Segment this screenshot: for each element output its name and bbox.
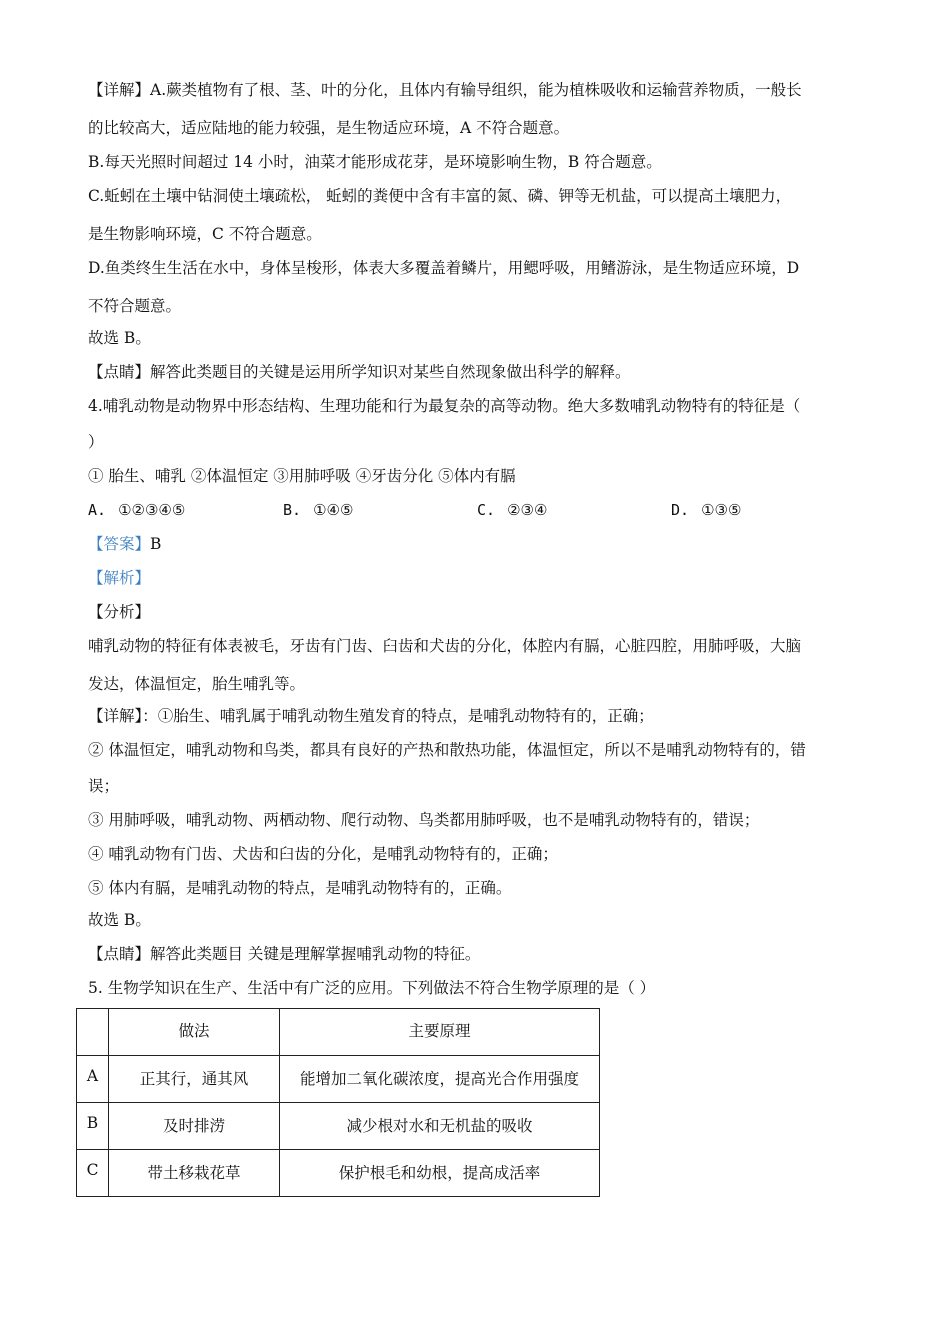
text-line: ④ 哺乳动物有门齿、犬齿和臼齿的分化，是哺乳动物特有的，正确； [88, 845, 558, 863]
text-line: 【详解】A.蕨类植物有了根、茎、叶的分化，且体内有输导组织，能为植株吸收和运输营养物质，一般长 [88, 81, 802, 99]
text-line: 哺乳动物的特征有体表被毛，牙齿有门齿、臼齿和犬齿的分化，体腔内有膈，心脏四腔，用肺呼吸，大脑 [88, 637, 802, 655]
answer-line [88, 534, 161, 554]
option-label: A. [88, 501, 107, 519]
text-line: 4.哺乳动物是动物界中形态结构、生理功能和行为最复杂的高等动物。绝大多数哺乳动物特有的特征是（ [88, 397, 801, 415]
text-line: 发达，体温恒定，胎生哺乳等。 [88, 675, 306, 693]
table-header-cell: 做法 [109, 1009, 280, 1056]
option-b [283, 500, 353, 520]
table-row [77, 1103, 600, 1150]
text-line: B.每天光照时间超过 14 小时，油菜才能形成花芽，是环境影响生物，B 符合题意。 [88, 153, 662, 171]
option-text: ②③④ [507, 501, 548, 519]
text-line: 故选 B。 [88, 329, 151, 347]
text-line: 【详解】：①胎生、哺乳属于哺乳动物生殖发育的特点，是哺乳动物特有的，正确； [88, 707, 654, 725]
table-cell: C [77, 1150, 109, 1197]
text-line: 故选 B。 [88, 911, 151, 929]
table-cell: B [77, 1103, 109, 1150]
answer-tag: 【答案】 [88, 535, 151, 553]
text-line: ③ 用肺呼吸，哺乳动物、两栖动物、爬行动物、鸟类都用肺呼吸，也不是哺乳动物特有的，错误； [88, 811, 760, 829]
text-line: ） [88, 433, 104, 451]
table-cell: 减少根对水和无机盐的吸收 [280, 1103, 600, 1150]
option-text: ①③⑤ [701, 501, 742, 519]
table-header-cell: 主要原理 [280, 1009, 600, 1056]
table-cell: 能增加二氧化碳浓度，提高光合作用强度 [280, 1056, 600, 1103]
option-a [88, 500, 185, 520]
text-line: ⑤ 体内有膈，是哺乳动物的特点，是哺乳动物特有的，正确。 [88, 879, 512, 897]
table-row [77, 1056, 600, 1103]
text-line: C.蚯蚓在土壤中钻洞使土壤疏松， 蚯蚓的粪便中含有丰富的氮、磷、钾等无机盐，可以提高土壤肥力， [88, 187, 792, 205]
question-5-table [76, 1008, 600, 1197]
table-header-row [77, 1009, 600, 1056]
table-cell: 保护根毛和幼根，提高成活率 [280, 1150, 600, 1197]
text-line: 5. 生物学知识在生产、生活中有广泛的应用。下列做法不符合生物学原理的是（ ） [88, 979, 656, 997]
table-cell: 正其行，通其风 [109, 1056, 280, 1103]
table-cell: A [77, 1056, 109, 1103]
option-label: B. [283, 501, 302, 519]
text-line: 不符合题意。 [88, 297, 182, 315]
table-cell: 及时排涝 [109, 1103, 280, 1150]
text-line: 是生物影响环境，C 不符合题意。 [88, 225, 322, 243]
text-line: 【点睛】解答此类题目 关键是理解掌握哺乳动物的特征。 [88, 945, 481, 963]
option-text: ①②③④⑤ [118, 501, 186, 519]
option-c [477, 500, 547, 520]
analysis-tag: 【解析】 [88, 569, 151, 587]
table-row [77, 1150, 600, 1197]
text-line: ① 胎生、哺乳 ②体温恒定 ③用肺呼吸 ④牙齿分化 ⑤体内有膈 [88, 467, 516, 485]
text-line: 【分析】 [88, 603, 151, 621]
option-text: ①④⑤ [313, 501, 354, 519]
option-d [671, 500, 741, 520]
text-line: ② 体温恒定，哺乳动物和鸟类，都具有良好的产热和散热功能，体温恒定，所以不是哺乳动物特有的，错 [88, 741, 806, 759]
text-line: 的比较高大，适应陆地的能力较强，是生物适应环境，A 不符合题意。 [88, 119, 570, 137]
table-cell: 带土移栽花草 [109, 1150, 280, 1197]
text-line: 误； [88, 777, 120, 795]
option-label: C. [477, 501, 496, 519]
text-line: 【点睛】解答此类题目的关键是运用所学知识对某些自然现象做出科学的解释。 [88, 363, 631, 381]
table-header-cell [77, 1009, 109, 1056]
answer-value: B [150, 535, 162, 553]
option-label: D. [671, 501, 690, 519]
text-line: D.鱼类终生生活在水中，身体呈梭形，体表大多覆盖着鳞片，用鳃呼吸，用鳍游泳，是生物适应环境，D [88, 259, 800, 277]
